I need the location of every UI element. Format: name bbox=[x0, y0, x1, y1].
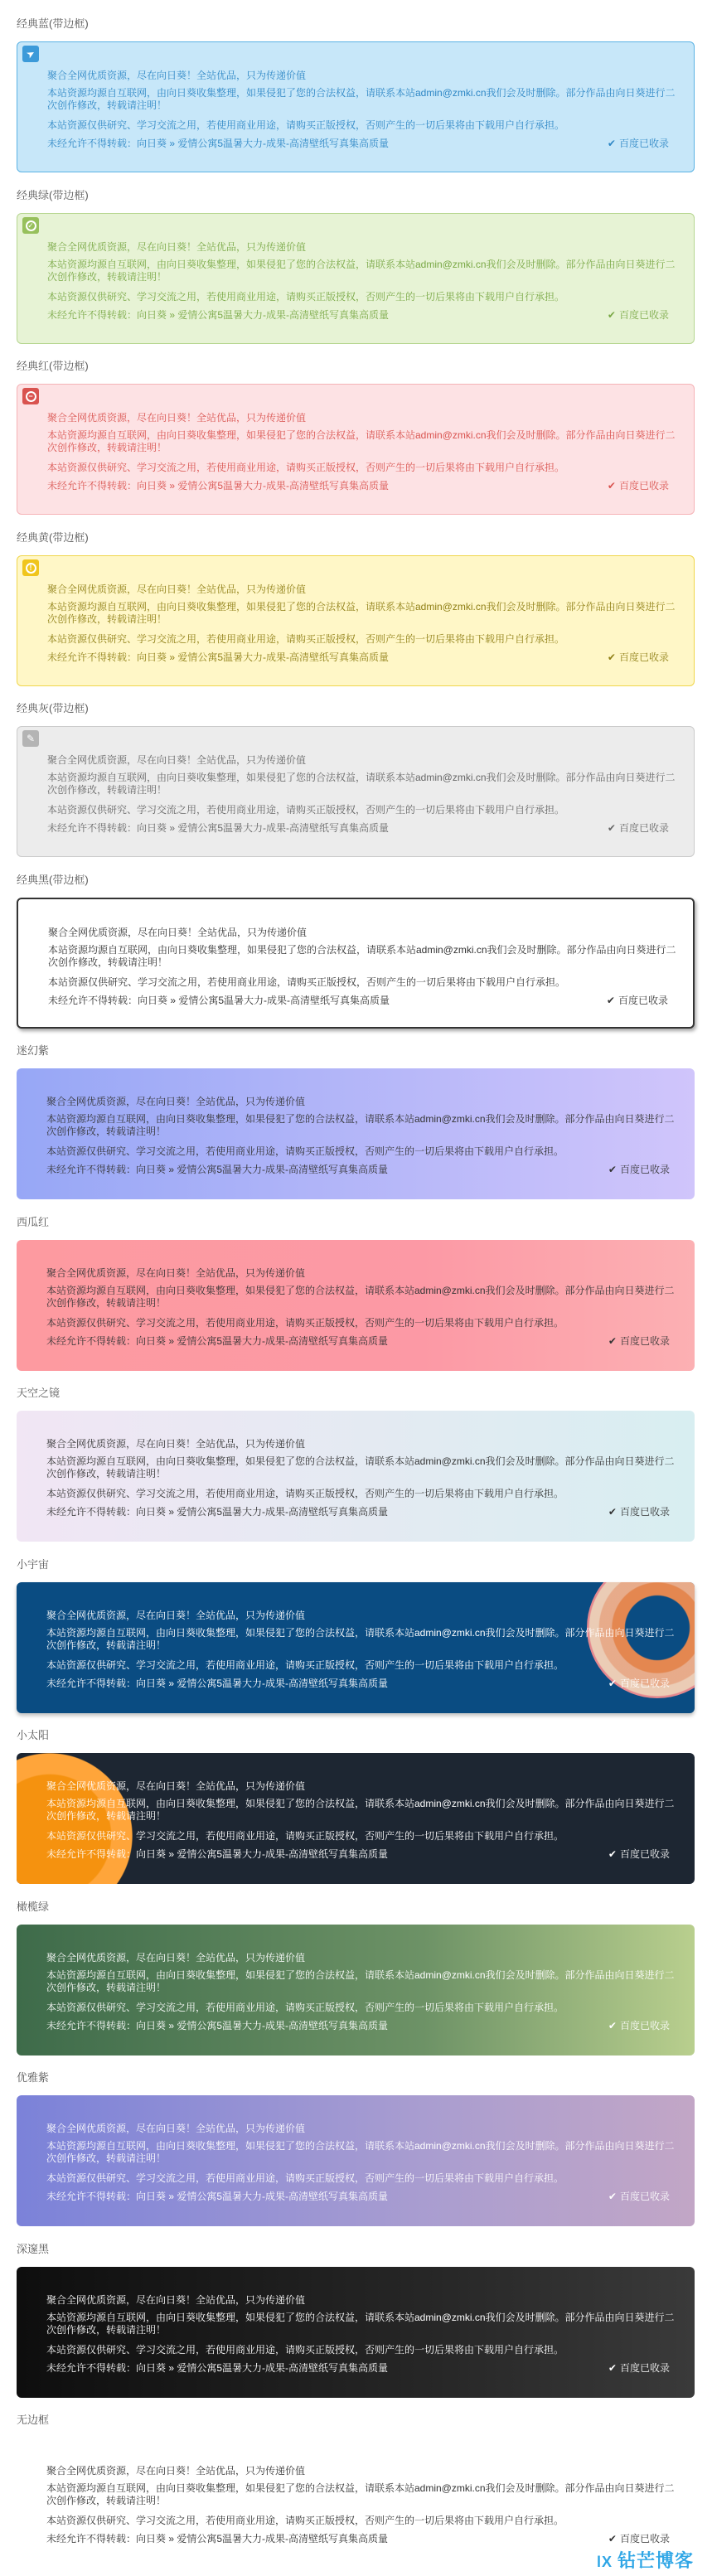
baidu-indexed-badge bbox=[608, 2190, 670, 2203]
baidu-indexed-badge bbox=[608, 1505, 670, 1518]
section-title: 经典红(带边框) bbox=[17, 360, 89, 372]
section-title: 迷幻紫 bbox=[17, 1044, 50, 1057]
alert-usage-text: 本站资源仅供研究、学习交流之用，若使用商业用途，请购买正版授权，否则产生的一切后果将由下载用户自行承担。 bbox=[47, 291, 565, 303]
alert-section-black bbox=[0, 873, 712, 1034]
alert-box-blue bbox=[17, 41, 695, 172]
alert-section-sun bbox=[0, 1728, 712, 1890]
badge-label: 百度已收录 bbox=[618, 822, 669, 834]
alert-box-green bbox=[17, 213, 695, 344]
alert-copyright-text: 本站资源均源自互联网，由向日葵收集整理，如果侵犯了您的合法权益，请联系本站admin@zmki.cn我们会及时删除。部分作品由向日葵进行二次创作修改，转载请注明！ bbox=[46, 1455, 675, 1479]
baidu-indexed-badge bbox=[608, 308, 669, 322]
baidu-indexed-badge bbox=[608, 137, 669, 150]
alert-usage-text: 本站资源仅供研究、学习交流之用，若使用商业用途，请购买正版授权，否则产生的一切后果将由下载用户自行承担。 bbox=[46, 1488, 564, 1499]
alert-box-xigua bbox=[17, 1240, 695, 1371]
alert-section-blue bbox=[0, 17, 712, 178]
alert-box-deepblack bbox=[17, 2267, 695, 2398]
checkmark-icon: ✔ bbox=[608, 1678, 617, 1689]
alert-copyright-text: 本站资源均源自互联网，由向日葵收集整理，如果侵犯了您的合法权益，请联系本站admin@zmki.cn我们会及时删除。部分作品由向日葵进行二次创作修改，转载请注明！ bbox=[46, 2140, 675, 2164]
alert-repost-text: 未经允许不得转载：向日葵 » 爱情公寓5温暑大力-成果-高清壁纸写真集高质量 bbox=[47, 309, 390, 321]
alert-headline: 聚合全网优质资源，尽在向日葵！全站优品，只为传递价值 bbox=[48, 927, 308, 938]
section-title: 西瓜红 bbox=[17, 1216, 50, 1228]
alert-usage-text: 本站资源仅供研究、学习交流之用，若使用商业用途，请购买正版授权，否则产生的一切后果将由下载用户自行承担。 bbox=[46, 1659, 564, 1671]
alert-repost-text: 未经允许不得转载：向日葵 » 爱情公寓5温暑大力-成果-高清壁纸写真集高质量 bbox=[47, 822, 390, 834]
badge-label: 百度已收录 bbox=[619, 2020, 670, 2031]
alert-usage-text: 本站资源仅供研究、学习交流之用，若使用商业用途，请购买正版授权，否则产生的一切后果将由下载用户自行承担。 bbox=[47, 119, 565, 131]
alert-headline: 聚合全网优质资源，尽在向日葵！全站优品，只为传递价值 bbox=[46, 1952, 306, 1963]
section-title: 小宇宙 bbox=[17, 1558, 50, 1571]
alert-usage-text: 本站资源仅供研究、学习交流之用，若使用商业用途，请购买正版授权，否则产生的一切后果将由下载用户自行承担。 bbox=[47, 633, 565, 645]
baidu-indexed-badge bbox=[608, 2361, 670, 2375]
alert-headline: 聚合全网优质资源，尽在向日葵！全站优品，只为传递价值 bbox=[47, 754, 307, 766]
alert-usage-text: 本站资源仅供研究、学习交流之用，若使用商业用途，请购买正版授权，否则产生的一切后果将由下载用户自行承担。 bbox=[47, 804, 565, 816]
baidu-indexed-badge bbox=[608, 2532, 670, 2545]
alert-section-tiankong bbox=[0, 1386, 712, 1547]
alert-section-yellow bbox=[0, 530, 712, 692]
baidu-indexed-badge bbox=[608, 1677, 670, 1690]
alert-section-olive bbox=[0, 1900, 712, 2061]
alert-headline: 聚合全网优质资源，尽在向日葵！全站优品，只为传递价值 bbox=[47, 70, 307, 81]
badge-label: 百度已收录 bbox=[619, 1678, 670, 1689]
badge-label: 百度已收录 bbox=[619, 1335, 670, 1347]
alert-section-gray bbox=[0, 701, 712, 863]
alert-section-cosmos bbox=[0, 1557, 712, 1719]
badge-label: 百度已收录 bbox=[619, 1848, 670, 1860]
alert-repost-text: 未经允许不得转载：向日葵 » 爱情公寓5温暑大力-成果-高清壁纸写真集高质量 bbox=[46, 1506, 389, 1518]
checkmark-icon: ✔ bbox=[608, 1164, 617, 1175]
badge-label: 百度已收录 bbox=[618, 995, 668, 1006]
alert-section-green bbox=[0, 188, 712, 350]
baidu-indexed-badge bbox=[608, 1847, 670, 1861]
watermark-mark: lX bbox=[596, 2554, 613, 2570]
badge-label: 百度已收录 bbox=[618, 309, 669, 321]
alert-box-noborder bbox=[17, 2438, 695, 2569]
alert-box-elegant bbox=[17, 2095, 695, 2226]
alert-headline: 聚合全网优质资源，尽在向日葵！全站优品，只为传递价值 bbox=[46, 2123, 306, 2134]
section-title: 橄榄绿 bbox=[17, 1901, 50, 1913]
alert-copyright-text: 本站资源均源自互联网，由向日葵收集整理，如果侵犯了您的合法权益，请联系本站admin@zmki.cn我们会及时删除。部分作品由向日葵进行二次创作修改，转载请注明！ bbox=[47, 259, 676, 283]
alert-copyright-text: 本站资源均源自互联网，由向日葵收集整理，如果侵犯了您的合法权益，请联系本站admin@zmki.cn我们会及时删除。部分作品由向日葵进行二次创作修改，转载请注明！ bbox=[46, 2482, 675, 2506]
badge-label: 百度已收录 bbox=[618, 651, 669, 663]
alert-copyright-text: 本站资源均源自互联网，由向日葵收集整理，如果侵犯了您的合法权益，请联系本站admin@zmki.cn我们会及时删除。部分作品由向日葵进行二次创作修改，转载请注明！ bbox=[47, 87, 676, 111]
watermark-label: 钻芒博客 bbox=[617, 2550, 694, 2571]
pin-icon: ➤ bbox=[22, 46, 39, 62]
checkmark-icon: ✔ bbox=[608, 1335, 617, 1347]
alert-section-mihuan bbox=[0, 1043, 712, 1205]
section-title: 深邃黑 bbox=[17, 2243, 50, 2255]
alert-repost-text: 未经允许不得转载：向日葵 » 爱情公寓5温暑大力-成果-高清壁纸写真集高质量 bbox=[47, 138, 390, 149]
checkmark-icon: ✔ bbox=[608, 2362, 617, 2374]
alert-headline: 聚合全网优质资源，尽在向日葵！全站优品，只为传递价值 bbox=[46, 1610, 306, 1621]
alert-headline: 聚合全网优质资源，尽在向日葵！全站优品，只为传递价值 bbox=[46, 1780, 306, 1792]
alert-usage-text: 本站资源仅供研究、学习交流之用，若使用商业用途，请购买正版授权，否则产生的一切后果将由下载用户自行承担。 bbox=[46, 2172, 564, 2184]
alert-repost-text: 未经允许不得转载：向日葵 » 爱情公寓5温暑大力-成果-高清壁纸写真集高质量 bbox=[46, 2191, 389, 2202]
alert-headline: 聚合全网优质资源，尽在向日葵！全站优品，只为传递价值 bbox=[46, 1438, 306, 1450]
alert-headline: 聚合全网优质资源，尽在向日葵！全站优品，只为传递价值 bbox=[46, 2465, 306, 2477]
checkmark-icon: ✔ bbox=[606, 995, 615, 1006]
minus-circle-icon: − bbox=[22, 388, 39, 404]
alert-copyright-text: 本站资源均源自互联网，由向日葵收集整理，如果侵犯了您的合法权益，请联系本站admin@zmki.cn我们会及时删除。部分作品由向日葵进行二次创作修改，转载请注明！ bbox=[46, 1798, 675, 1822]
baidu-indexed-badge bbox=[608, 1163, 670, 1176]
alert-box-cosmos bbox=[17, 1582, 695, 1713]
alert-copyright-text: 本站资源均源自互联网，由向日葵收集整理，如果侵犯了您的合法权益，请联系本站admin@zmki.cn我们会及时删除。部分作品由向日葵进行二次创作修改，转载请注明！ bbox=[48, 944, 676, 968]
alert-repost-text: 未经允许不得转载：向日葵 » 爱情公寓5温暑大力-成果-高清壁纸写真集高质量 bbox=[46, 2362, 389, 2374]
alert-section-deepblack bbox=[0, 2242, 712, 2404]
alert-headline: 聚合全网优质资源，尽在向日葵！全站优品，只为传递价值 bbox=[47, 241, 307, 253]
badge-label: 百度已收录 bbox=[619, 1506, 670, 1518]
alert-copyright-text: 本站资源均源自互联网，由向日葵收集整理，如果侵犯了您的合法权益，请联系本站admin@zmki.cn我们会及时删除。部分作品由向日葵进行二次创作修改，转载请注明！ bbox=[46, 1627, 675, 1651]
alert-box-yellow bbox=[17, 555, 695, 686]
alert-repost-text: 未经允许不得转载：向日葵 » 爱情公寓5温暑大力-成果-高清壁纸写真集高质量 bbox=[46, 1335, 389, 1347]
site-watermark bbox=[597, 2547, 694, 2573]
alert-repost-text: 未经允许不得转载：向日葵 » 爱情公寓5温暑大力-成果-高清壁纸写真集高质量 bbox=[48, 995, 390, 1006]
baidu-indexed-badge bbox=[608, 1334, 670, 1348]
checkmark-icon: ✔ bbox=[607, 651, 616, 663]
alert-repost-text: 未经允许不得转载：向日葵 » 爱情公寓5温暑大力-成果-高清壁纸写真集高质量 bbox=[47, 480, 390, 491]
alert-usage-text: 本站资源仅供研究、学习交流之用，若使用商业用途，请购买正版授权，否则产生的一切后果将由下载用户自行承担。 bbox=[48, 976, 566, 988]
section-title: 经典蓝(带边框) bbox=[17, 17, 89, 30]
alert-repost-text: 未经允许不得转载：向日葵 » 爱情公寓5温暑大力-成果-高清壁纸写真集高质量 bbox=[46, 2533, 389, 2545]
section-title: 经典绿(带边框) bbox=[17, 189, 89, 201]
alert-repost-text: 未经允许不得转载：向日葵 » 爱情公寓5温暑大力-成果-高清壁纸写真集高质量 bbox=[46, 1848, 389, 1860]
checkmark-icon: ✔ bbox=[607, 309, 616, 321]
alert-repost-text: 未经允许不得转载：向日葵 » 爱情公寓5温暑大力-成果-高清壁纸写真集高质量 bbox=[46, 1164, 389, 1175]
baidu-indexed-badge bbox=[608, 2019, 670, 2032]
badge-label: 百度已收录 bbox=[618, 480, 669, 491]
alert-usage-text: 本站资源仅供研究、学习交流之用，若使用商业用途，请购买正版授权，否则产生的一切后果将由下载用户自行承担。 bbox=[46, 2515, 564, 2526]
alert-headline: 聚合全网优质资源，尽在向日葵！全站优品，只为传递价值 bbox=[46, 2294, 306, 2306]
alert-copyright-text: 本站资源均源自互联网，由向日葵收集整理，如果侵犯了您的合法权益，请联系本站admin@zmki.cn我们会及时删除。部分作品由向日葵进行二次创作修改，转载请注明！ bbox=[46, 1969, 675, 1993]
checkmark-icon: ✔ bbox=[607, 138, 616, 149]
baidu-indexed-badge bbox=[608, 821, 669, 835]
alert-copyright-text: 本站资源均源自互联网，由向日葵收集整理，如果侵犯了您的合法权益，请联系本站admin@zmki.cn我们会及时删除。部分作品由向日葵进行二次创作修改，转载请注明！ bbox=[46, 1113, 675, 1137]
alert-section-xigua bbox=[0, 1215, 712, 1377]
section-title: 经典黄(带边框) bbox=[17, 531, 89, 544]
alert-headline: 聚合全网优质资源，尽在向日葵！全站优品，只为传递价值 bbox=[47, 412, 307, 424]
alert-usage-text: 本站资源仅供研究、学习交流之用，若使用商业用途，请购买正版授权，否则产生的一切后果将由下载用户自行承担。 bbox=[46, 1317, 564, 1329]
checkmark-icon: ✔ bbox=[608, 2533, 617, 2545]
alert-box-tiankong bbox=[17, 1411, 695, 1542]
badge-label: 百度已收录 bbox=[619, 1164, 670, 1175]
alert-usage-text: 本站资源仅供研究、学习交流之用，若使用商业用途，请购买正版授权，否则产生的一切后果将由下载用户自行承担。 bbox=[46, 2344, 564, 2356]
section-title: 经典灰(带边框) bbox=[17, 702, 89, 714]
checkmark-icon: ✔ bbox=[608, 1506, 617, 1518]
baidu-indexed-badge bbox=[608, 479, 669, 492]
alert-headline: 聚合全网优质资源，尽在向日葵！全站优品，只为传递价值 bbox=[46, 1267, 306, 1279]
alert-usage-text: 本站资源仅供研究、学习交流之用，若使用商业用途，请购买正版授权，否则产生的一切后果将由下载用户自行承担。 bbox=[46, 1145, 564, 1157]
alert-box-sun bbox=[17, 1753, 695, 1884]
info-circle-icon: ! bbox=[22, 559, 39, 576]
alert-usage-text: 本站资源仅供研究、学习交流之用，若使用商业用途，请购买正版授权，否则产生的一切后果将由下载用户自行承担。 bbox=[46, 2002, 564, 2013]
section-title: 天空之镜 bbox=[17, 1387, 61, 1399]
alert-headline: 聚合全网优质资源，尽在向日葵！全站优品，只为传递价值 bbox=[47, 583, 307, 595]
section-title: 无边框 bbox=[17, 2414, 50, 2426]
checkmark-icon: ✔ bbox=[608, 2191, 617, 2202]
alert-repost-text: 未经允许不得转载：向日葵 » 爱情公寓5温暑大力-成果-高清壁纸写真集高质量 bbox=[46, 2020, 389, 2031]
alert-usage-text: 本站资源仅供研究、学习交流之用，若使用商业用途，请购买正版授权，否则产生的一切后果将由下载用户自行承担。 bbox=[47, 462, 565, 473]
baidu-indexed-badge bbox=[607, 994, 668, 1007]
alert-copyright-text: 本站资源均源自互联网，由向日葵收集整理，如果侵犯了您的合法权益，请联系本站admin@zmki.cn我们会及时删除。部分作品由向日葵进行二次创作修改，转载请注明！ bbox=[46, 2312, 675, 2336]
alert-box-gray bbox=[17, 726, 695, 857]
alert-box-black bbox=[17, 898, 695, 1029]
badge-label: 百度已收录 bbox=[619, 2362, 670, 2374]
alert-section-red bbox=[0, 359, 712, 521]
pencil-icon: ✎ bbox=[22, 730, 39, 747]
alert-copyright-text: 本站资源均源自互联网，由向日葵收集整理，如果侵犯了您的合法权益，请联系本站admin@zmki.cn我们会及时删除。部分作品由向日葵进行二次创作修改，转载请注明！ bbox=[47, 772, 676, 796]
badge-label: 百度已收录 bbox=[619, 2191, 670, 2202]
alert-usage-text: 本站资源仅供研究、学习交流之用，若使用商业用途，请购买正版授权，否则产生的一切后果将由下载用户自行承担。 bbox=[46, 1830, 564, 1842]
alert-copyright-text: 本站资源均源自互联网，由向日葵收集整理，如果侵犯了您的合法权益，请联系本站admin@zmki.cn我们会及时删除。部分作品由向日葵进行二次创作修改，转载请注明！ bbox=[46, 1285, 675, 1309]
alert-box-mihuan bbox=[17, 1068, 695, 1199]
checkmark-icon: ✔ bbox=[607, 822, 616, 834]
section-title: 优雅紫 bbox=[17, 2071, 50, 2084]
checkmark-icon: ✔ bbox=[608, 1848, 617, 1860]
section-title: 小太阳 bbox=[17, 1729, 50, 1741]
alert-repost-text: 未经允许不得转载：向日葵 » 爱情公寓5温暑大力-成果-高清壁纸写真集高质量 bbox=[46, 1678, 389, 1689]
alert-copyright-text: 本站资源均源自互联网，由向日葵收集整理，如果侵犯了您的合法权益，请联系本站admin@zmki.cn我们会及时删除。部分作品由向日葵进行二次创作修改，转载请注明！ bbox=[47, 601, 676, 625]
check-circle-icon: ✓ bbox=[22, 217, 39, 234]
badge-label: 百度已收录 bbox=[619, 2533, 670, 2545]
alert-repost-text: 未经允许不得转载：向日葵 » 爱情公寓5温暑大力-成果-高清壁纸写真集高质量 bbox=[47, 651, 390, 663]
checkmark-icon: ✔ bbox=[607, 480, 616, 491]
alert-box-red bbox=[17, 384, 695, 515]
section-title: 经典黑(带边框) bbox=[17, 874, 89, 886]
alert-box-olive bbox=[17, 1925, 695, 2055]
alert-headline: 聚合全网优质资源，尽在向日葵！全站优品，只为传递价值 bbox=[46, 1096, 306, 1107]
alert-section-elegant bbox=[0, 2070, 712, 2232]
baidu-indexed-badge bbox=[608, 651, 669, 664]
checkmark-icon: ✔ bbox=[608, 2020, 617, 2031]
alert-copyright-text: 本站资源均源自互联网，由向日葵收集整理，如果侵犯了您的合法权益，请联系本站admin@zmki.cn我们会及时删除。部分作品由向日葵进行二次创作修改，转载请注明！ bbox=[47, 429, 676, 453]
badge-label: 百度已收录 bbox=[618, 138, 669, 149]
